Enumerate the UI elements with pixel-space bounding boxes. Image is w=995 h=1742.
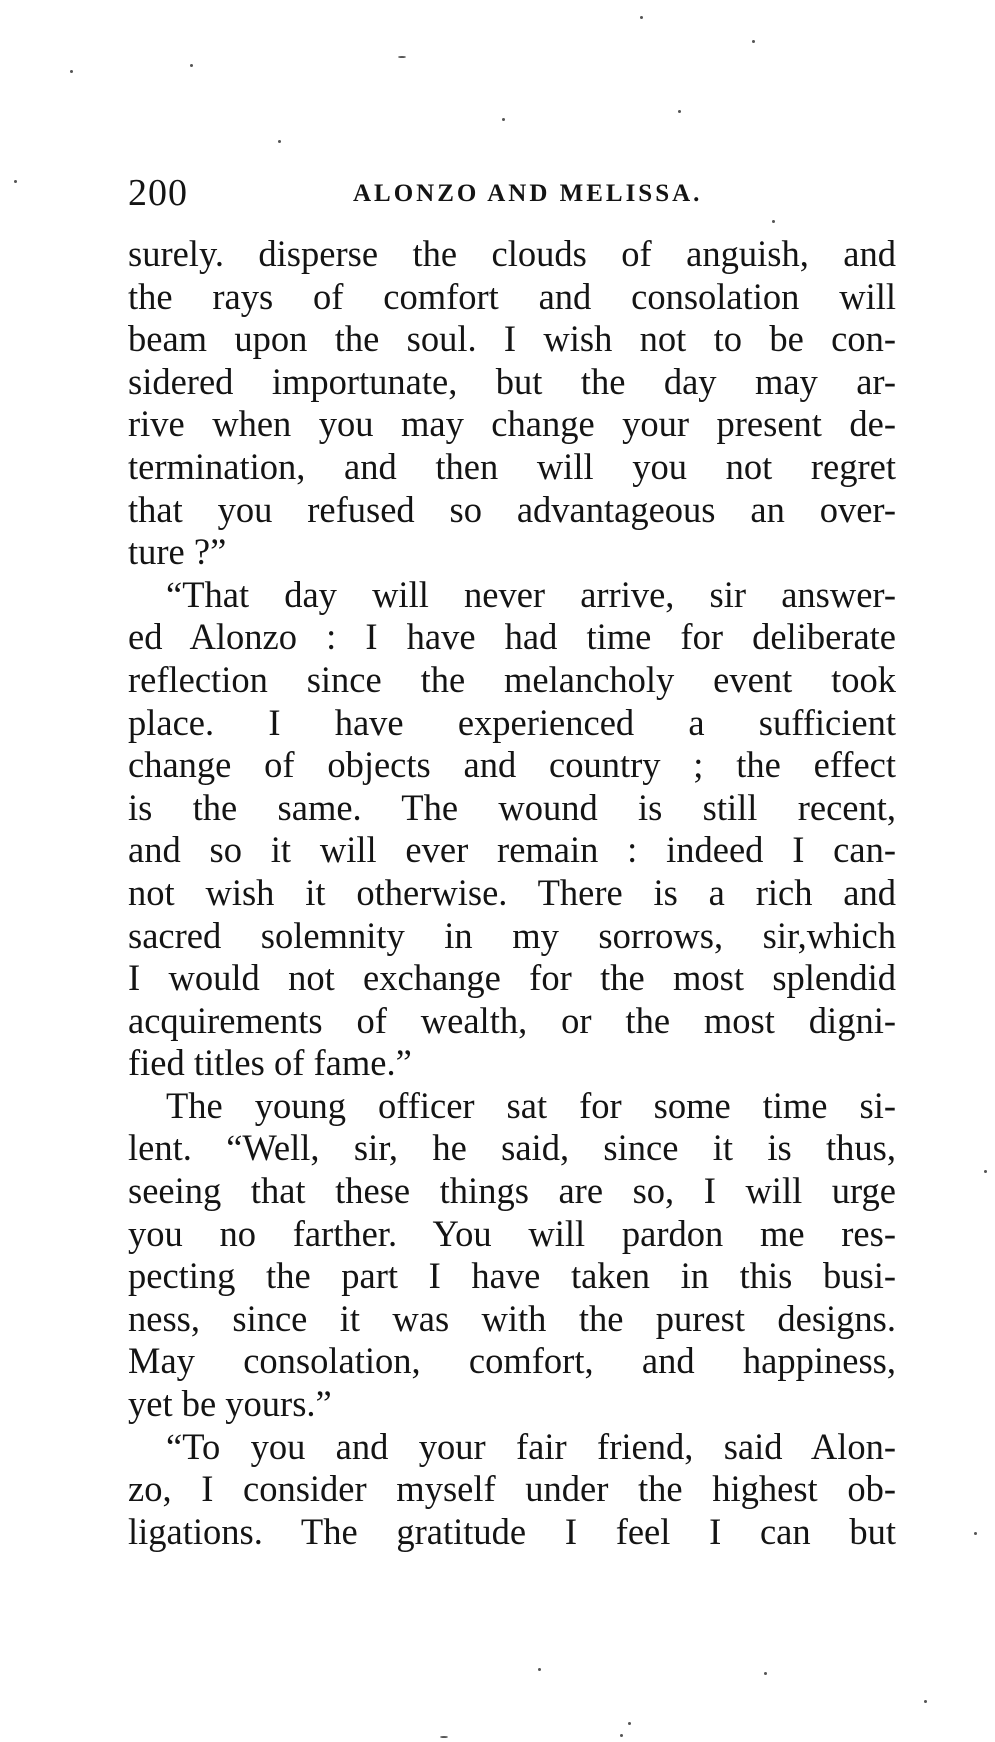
paragraph-1 <box>128 233 896 574</box>
text-line: yet be yours.” <box>128 1383 332 1425</box>
text-line: place. I have experienced a sufficient <box>128 701 896 743</box>
paragraph-3 <box>128 1085 896 1426</box>
text-line: zo, I consider myself under the highest ob- <box>128 1468 896 1510</box>
running-title: ALONZO AND MELISSA. <box>353 180 703 207</box>
text-line: is the same. The wound is still recent, <box>128 786 896 828</box>
page-number: 200 <box>128 172 188 214</box>
body-text <box>128 233 896 1553</box>
text-line: that you refused so advantageous an over- <box>128 488 896 530</box>
text-line: termination, and then will you not regret <box>128 445 896 487</box>
page-header <box>128 168 898 218</box>
text-line: May consolation, comfort, and happiness, <box>128 1340 896 1382</box>
text-line: I would not exchange for the most splendid <box>128 957 896 999</box>
paragraph-4 <box>128 1426 896 1554</box>
text-line: “That day will never arrive, sir answer- <box>166 573 896 615</box>
text-line: sacred solemnity in my sorrows, sir,which <box>128 914 896 956</box>
text-line: and so it will ever remain : indeed I can- <box>128 829 896 871</box>
text-line: ture ?” <box>128 531 227 573</box>
text-line: pecting the part I have taken in this busi- <box>128 1255 896 1297</box>
text-line: sidered importunate, but the day may ar- <box>128 360 896 402</box>
text-line: fied titles of fame.” <box>128 1042 412 1084</box>
text-line: The young officer sat for some time si- <box>166 1084 896 1126</box>
text-line: change of objects and country ; the effect <box>128 744 896 786</box>
text-line: the rays of comfort and consolation will <box>128 275 896 317</box>
text-line: not wish it otherwise. There is a rich and <box>128 871 896 913</box>
text-line: beam upon the soul. I wish not to be con- <box>128 318 896 360</box>
text-line: “To you and your fair friend, said Alon- <box>166 1425 896 1467</box>
text-line: surely. disperse the clouds of anguish, and <box>128 233 896 274</box>
text-line: ligations. The gratitude I feel I can but <box>128 1510 896 1552</box>
text-line: rive when you may change your present de- <box>128 403 896 445</box>
text-line: you no farther. You will pardon me res- <box>128 1212 896 1254</box>
text-line: lent. “Well, sir, he said, since it is thus, <box>128 1127 896 1169</box>
text-line: ed Alonzo : I have had time for deliberate <box>128 616 896 658</box>
text-line: ness, since it was with the purest designs. <box>128 1297 896 1339</box>
text-line: reflection since the melancholy event took <box>128 658 896 700</box>
text-line: acquirements of wealth, or the most digni- <box>128 999 896 1041</box>
paragraph-2 <box>128 574 896 1085</box>
text-line: seeing that these things are so, I will urge <box>128 1170 896 1212</box>
